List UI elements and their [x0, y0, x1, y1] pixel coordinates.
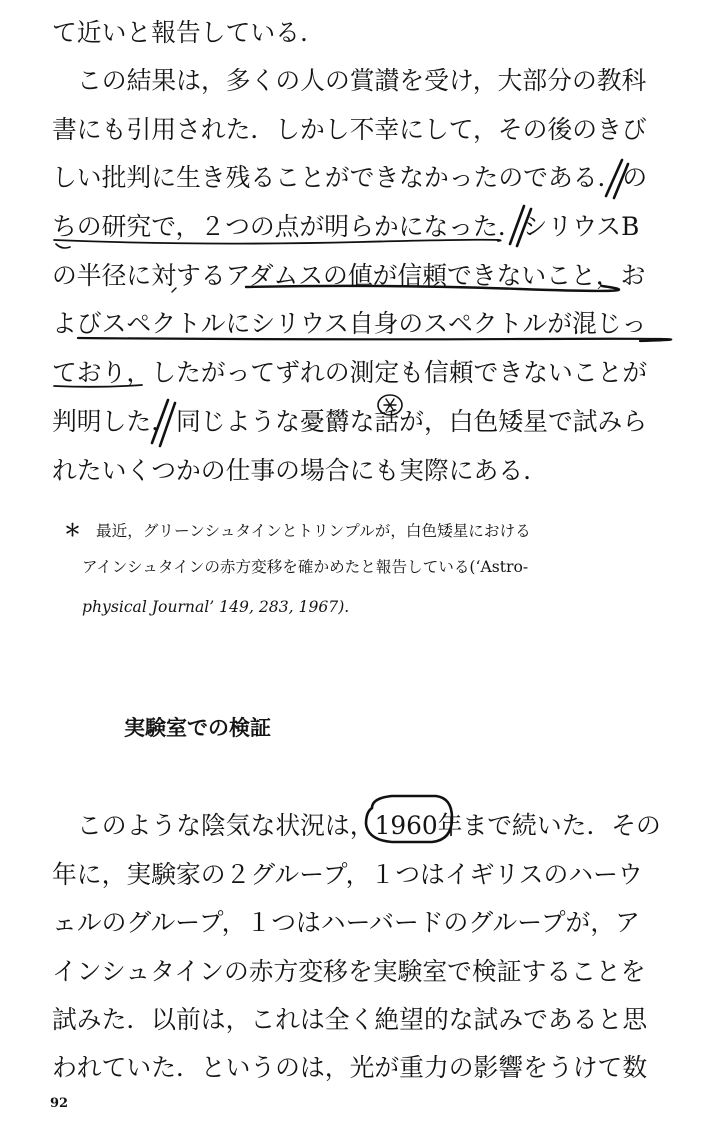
text-line: 書にも引用された．しかし不幸にして，その後のきび [52, 115, 647, 144]
text-line: このような陰気な状況は，1960年まで続いた．その [77, 811, 661, 840]
footnote-line: アインシュタインの赤方変移を確かめたと報告している(‘Astro- [82, 558, 529, 576]
text-line: の半径に対するアダムスの値が信頼できないこと，お [52, 261, 646, 290]
text-line: われていた．というのは，光が重力の影響をうけて数 [52, 1053, 648, 1082]
text-line: ちの研究で，２つの点が明らかになった．シリウスB [52, 212, 640, 241]
footnote-marker: ＊ [64, 521, 81, 541]
text-line: この結果は，多くの人の賞讃を受け，大部分の教科 [77, 66, 647, 95]
text-line: 試みた．以前は，これは全く絶望的な試みであると思 [52, 1005, 648, 1034]
text-line: て近いと報告している. [52, 18, 308, 47]
footnote-line: 最近，グリーンシュタインとトリンプルが，白色矮星における [96, 522, 531, 540]
page-number: 92 [50, 1096, 69, 1111]
text-line: しい批判に生き残ることができなかったのである．の [52, 163, 648, 192]
section-heading: 実験室での検証 [124, 716, 271, 740]
text-line: 年に，実験家の２グループ，１つはイギリスのハーウ [52, 860, 643, 889]
text-line: ており，したがってずれの測定も信頼できないことが [52, 358, 648, 387]
text-line: インシュタインの赤方変移を実験室で検証することを [52, 957, 646, 986]
footnote-line: physical Journal’ 149, 283, 1967). [82, 598, 350, 616]
text-line: れたいくつかの仕事の場合にも実際にある. [52, 456, 532, 485]
text-line: ェルのグループ，１つはハーバードのグループが，ア [52, 908, 640, 937]
text-line: 判明した．同じような憂欝な話が，白色矮星で試みら [52, 407, 648, 436]
text-line: よびスペクトルにシリウス自身のスペクトルが混じっ [52, 309, 647, 338]
